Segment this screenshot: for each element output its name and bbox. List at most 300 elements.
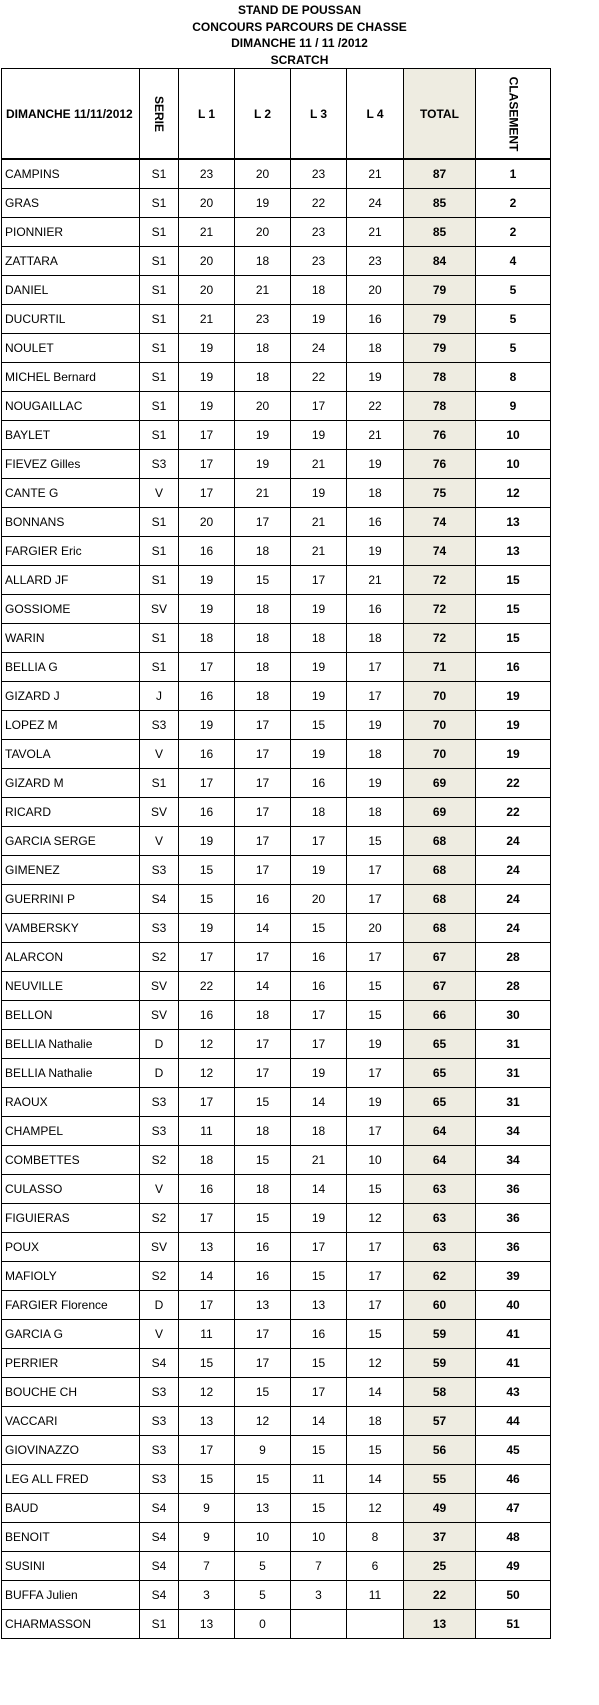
header-date: DIMANCHE 11 / 11 /2012 xyxy=(231,36,368,50)
cell-l1: 17 xyxy=(179,653,235,682)
cell-l4: 12 xyxy=(347,1204,404,1233)
cell-total: 64 xyxy=(404,1146,476,1175)
table-row xyxy=(2,624,551,653)
cell-name: PIONNIER xyxy=(2,218,140,247)
cell-rank: 4 xyxy=(476,247,551,276)
cell-name: GARCIA G xyxy=(2,1320,140,1349)
cell-serie: S3 xyxy=(140,1465,179,1494)
cell-total: 70 xyxy=(404,740,476,769)
cell-serie: S3 xyxy=(140,1436,179,1465)
cell-serie: SV xyxy=(140,595,179,624)
cell-name: WARIN xyxy=(2,624,140,653)
cell-l3: 20 xyxy=(291,885,347,914)
cell-name: NEUVILLE xyxy=(2,972,140,1001)
cell-l3: 21 xyxy=(291,1146,347,1175)
cell-l1: 23 xyxy=(179,159,235,189)
cell-serie: S3 xyxy=(140,856,179,885)
table-row xyxy=(2,1581,551,1610)
cell-l1: 17 xyxy=(179,769,235,798)
table-row xyxy=(2,450,551,479)
cell-l3 xyxy=(291,1610,347,1639)
cell-l3: 18 xyxy=(291,276,347,305)
cell-l4: 18 xyxy=(347,740,404,769)
cell-name: GOSSIOME xyxy=(2,595,140,624)
cell-total: 68 xyxy=(404,856,476,885)
cell-l2: 18 xyxy=(235,1001,291,1030)
cell-l4 xyxy=(347,1610,404,1639)
cell-total: 79 xyxy=(404,276,476,305)
cell-rank: 34 xyxy=(476,1146,551,1175)
header-venue: STAND DE POUSSAN xyxy=(237,3,362,17)
cell-l4: 17 xyxy=(347,682,404,711)
table-row xyxy=(2,305,551,334)
cell-l3: 15 xyxy=(291,1436,347,1465)
cell-l4: 19 xyxy=(347,450,404,479)
cell-name: CANTE G xyxy=(2,479,140,508)
cell-l1: 19 xyxy=(179,566,235,595)
cell-l1: 16 xyxy=(179,740,235,769)
cell-name: COMBETTES xyxy=(2,1146,140,1175)
cell-l3: 18 xyxy=(291,624,347,653)
cell-rank: 19 xyxy=(476,740,551,769)
cell-serie: SV xyxy=(140,798,179,827)
table-row xyxy=(2,1059,551,1088)
cell-l2: 10 xyxy=(235,1523,291,1552)
cell-l4: 15 xyxy=(347,1436,404,1465)
cell-name: FARGIER Eric xyxy=(2,537,140,566)
cell-total: 84 xyxy=(404,247,476,276)
cell-l2: 17 xyxy=(235,508,291,537)
cell-l3: 22 xyxy=(291,189,347,218)
cell-l2: 17 xyxy=(235,1059,291,1088)
cell-l3: 14 xyxy=(291,1088,347,1117)
cell-l3: 17 xyxy=(291,1378,347,1407)
table-row xyxy=(2,276,551,305)
cell-l1: 16 xyxy=(179,798,235,827)
cell-l4: 20 xyxy=(347,276,404,305)
table-row xyxy=(2,1320,551,1349)
cell-total: 75 xyxy=(404,479,476,508)
cell-l1: 21 xyxy=(179,305,235,334)
header-category: SCRATCH xyxy=(270,52,329,67)
cell-l1: 9 xyxy=(179,1523,235,1552)
cell-name: ALLARD JF xyxy=(2,566,140,595)
table-row xyxy=(2,1146,551,1175)
cell-l4: 21 xyxy=(347,218,404,247)
cell-total: 65 xyxy=(404,1088,476,1117)
cell-l4: 17 xyxy=(347,653,404,682)
cell-total: 76 xyxy=(404,450,476,479)
cell-l4: 19 xyxy=(347,363,404,392)
cell-l1: 17 xyxy=(179,479,235,508)
cell-l4: 18 xyxy=(347,334,404,363)
cell-l3: 15 xyxy=(291,1349,347,1378)
cell-l3: 16 xyxy=(291,1320,347,1349)
cell-rank: 1 xyxy=(476,159,551,189)
cell-total: 85 xyxy=(404,189,476,218)
cell-name: CHARMASSON xyxy=(2,1610,140,1639)
cell-serie: V xyxy=(140,1175,179,1204)
cell-l2: 13 xyxy=(235,1494,291,1523)
cell-serie: S1 xyxy=(140,624,179,653)
cell-serie: SV xyxy=(140,972,179,1001)
cell-l3: 19 xyxy=(291,595,347,624)
cell-l3: 13 xyxy=(291,1291,347,1320)
cell-l1: 17 xyxy=(179,1291,235,1320)
cell-rank: 13 xyxy=(476,537,551,566)
table-row xyxy=(2,943,551,972)
cell-serie: S4 xyxy=(140,1494,179,1523)
cell-l1: 21 xyxy=(179,218,235,247)
table-row xyxy=(2,856,551,885)
cell-l1: 3 xyxy=(179,1581,235,1610)
table-row xyxy=(2,972,551,1001)
cell-total: 87 xyxy=(404,159,476,189)
cell-l1: 12 xyxy=(179,1378,235,1407)
cell-name: BELLON xyxy=(2,1001,140,1030)
cell-name: DANIEL xyxy=(2,276,140,305)
table-row xyxy=(2,1233,551,1262)
cell-l2: 17 xyxy=(235,943,291,972)
cell-rank: 2 xyxy=(476,218,551,247)
cell-total: 65 xyxy=(404,1059,476,1088)
cell-name: VAMBERSKY xyxy=(2,914,140,943)
cell-serie: S1 xyxy=(140,334,179,363)
cell-name: RAOUX xyxy=(2,1088,140,1117)
cell-rank: 44 xyxy=(476,1407,551,1436)
cell-l3: 21 xyxy=(291,537,347,566)
cell-rank: 36 xyxy=(476,1233,551,1262)
cell-rank: 28 xyxy=(476,972,551,1001)
cell-name: BONNANS xyxy=(2,508,140,537)
cell-l4: 15 xyxy=(347,972,404,1001)
cell-l3: 14 xyxy=(291,1407,347,1436)
table-row xyxy=(2,189,551,218)
cell-total: 62 xyxy=(404,1262,476,1291)
cell-total: 37 xyxy=(404,1523,476,1552)
cell-l2: 20 xyxy=(235,218,291,247)
cell-l2: 15 xyxy=(235,1146,291,1175)
table-row xyxy=(2,363,551,392)
cell-l2: 21 xyxy=(235,479,291,508)
cell-name: GIMENEZ xyxy=(2,856,140,885)
report-header xyxy=(0,0,599,68)
cell-l2: 16 xyxy=(235,1233,291,1262)
cell-l3: 19 xyxy=(291,1059,347,1088)
cell-total: 59 xyxy=(404,1320,476,1349)
cell-name: CAMPINS xyxy=(2,159,140,189)
table-row xyxy=(2,1175,551,1204)
cell-l2: 18 xyxy=(235,653,291,682)
cell-l1: 20 xyxy=(179,247,235,276)
cell-serie: D xyxy=(140,1030,179,1059)
cell-total: 65 xyxy=(404,1030,476,1059)
cell-rank: 10 xyxy=(476,450,551,479)
cell-l3: 14 xyxy=(291,1175,347,1204)
table-row xyxy=(2,885,551,914)
cell-l4: 20 xyxy=(347,914,404,943)
cell-name: CULASSO xyxy=(2,1175,140,1204)
cell-name: LOPEZ M xyxy=(2,711,140,740)
cell-rank: 22 xyxy=(476,798,551,827)
cell-l4: 16 xyxy=(347,508,404,537)
table-row xyxy=(2,1262,551,1291)
cell-total: 25 xyxy=(404,1552,476,1581)
cell-l3: 16 xyxy=(291,943,347,972)
cell-total: 71 xyxy=(404,653,476,682)
cell-l4: 19 xyxy=(347,537,404,566)
col-header-classement-label: CLASEMENT xyxy=(506,76,521,151)
cell-l2: 18 xyxy=(235,595,291,624)
table-row xyxy=(2,711,551,740)
cell-l1: 17 xyxy=(179,1088,235,1117)
cell-name: FIGUIERAS xyxy=(2,1204,140,1233)
cell-l3: 19 xyxy=(291,682,347,711)
cell-l3: 7 xyxy=(291,1552,347,1581)
cell-rank: 36 xyxy=(476,1175,551,1204)
header-competition: CONCOURS PARCOURS DE CHASSE xyxy=(192,19,407,34)
cell-rank: 19 xyxy=(476,682,551,711)
cell-l1: 18 xyxy=(179,1146,235,1175)
table-row xyxy=(2,1407,551,1436)
table-row xyxy=(2,1001,551,1030)
cell-total: 70 xyxy=(404,711,476,740)
cell-total: 85 xyxy=(404,218,476,247)
table-row xyxy=(2,1552,551,1581)
cell-l2: 15 xyxy=(235,1204,291,1233)
cell-name: POUX xyxy=(2,1233,140,1262)
cell-serie: J xyxy=(140,682,179,711)
cell-l2: 9 xyxy=(235,1436,291,1465)
cell-l3: 17 xyxy=(291,392,347,421)
cell-serie: S3 xyxy=(140,1378,179,1407)
cell-total: 78 xyxy=(404,392,476,421)
cell-l3: 17 xyxy=(291,1001,347,1030)
cell-serie: S1 xyxy=(140,363,179,392)
cell-l4: 23 xyxy=(347,247,404,276)
cell-l1: 15 xyxy=(179,1465,235,1494)
cell-total: 72 xyxy=(404,595,476,624)
cell-l2: 18 xyxy=(235,334,291,363)
cell-l3: 19 xyxy=(291,740,347,769)
table-row xyxy=(2,798,551,827)
cell-total: 49 xyxy=(404,1494,476,1523)
cell-l1: 16 xyxy=(179,1001,235,1030)
cell-l2: 14 xyxy=(235,972,291,1001)
cell-serie: S4 xyxy=(140,1552,179,1581)
cell-l3: 11 xyxy=(291,1465,347,1494)
cell-l3: 15 xyxy=(291,1494,347,1523)
cell-l2: 16 xyxy=(235,885,291,914)
cell-total: 56 xyxy=(404,1436,476,1465)
cell-l1: 19 xyxy=(179,392,235,421)
cell-serie: S3 xyxy=(140,1088,179,1117)
cell-total: 66 xyxy=(404,1001,476,1030)
cell-l3: 16 xyxy=(291,972,347,1001)
cell-l3: 17 xyxy=(291,1030,347,1059)
cell-rank: 45 xyxy=(476,1436,551,1465)
cell-rank: 5 xyxy=(476,276,551,305)
cell-serie: S4 xyxy=(140,885,179,914)
cell-l4: 12 xyxy=(347,1349,404,1378)
table-row xyxy=(2,1523,551,1552)
cell-rank: 49 xyxy=(476,1552,551,1581)
cell-l1: 12 xyxy=(179,1059,235,1088)
cell-name: NOULET xyxy=(2,334,140,363)
cell-l2: 17 xyxy=(235,827,291,856)
cell-serie: S1 xyxy=(140,653,179,682)
cell-rank: 31 xyxy=(476,1030,551,1059)
table-row xyxy=(2,682,551,711)
cell-l3: 21 xyxy=(291,508,347,537)
cell-l3: 17 xyxy=(291,566,347,595)
cell-l4: 19 xyxy=(347,1030,404,1059)
cell-l3: 15 xyxy=(291,711,347,740)
cell-serie: S1 xyxy=(140,1610,179,1639)
cell-rank: 8 xyxy=(476,363,551,392)
cell-serie: V xyxy=(140,479,179,508)
table-row xyxy=(2,334,551,363)
table-row xyxy=(2,566,551,595)
cell-l1: 15 xyxy=(179,885,235,914)
cell-rank: 41 xyxy=(476,1320,551,1349)
cell-l4: 17 xyxy=(347,1117,404,1146)
table-row xyxy=(2,508,551,537)
cell-rank: 22 xyxy=(476,769,551,798)
table-row xyxy=(2,1030,551,1059)
table-row xyxy=(2,595,551,624)
cell-serie: S1 xyxy=(140,218,179,247)
cell-total: 72 xyxy=(404,624,476,653)
table-row xyxy=(2,1117,551,1146)
cell-serie: S3 xyxy=(140,711,179,740)
cell-l1: 22 xyxy=(179,972,235,1001)
cell-name: GUERRINI P xyxy=(2,885,140,914)
cell-l4: 21 xyxy=(347,159,404,189)
cell-name: VACCARI xyxy=(2,1407,140,1436)
cell-l4: 12 xyxy=(347,1494,404,1523)
cell-total: 67 xyxy=(404,943,476,972)
cell-l4: 18 xyxy=(347,798,404,827)
cell-l3: 21 xyxy=(291,450,347,479)
cell-l1: 13 xyxy=(179,1233,235,1262)
cell-l4: 16 xyxy=(347,305,404,334)
cell-l2: 17 xyxy=(235,769,291,798)
cell-rank: 43 xyxy=(476,1378,551,1407)
cell-total: 67 xyxy=(404,972,476,1001)
cell-l4: 17 xyxy=(347,1262,404,1291)
cell-l1: 19 xyxy=(179,827,235,856)
cell-l2: 17 xyxy=(235,1320,291,1349)
cell-rank: 15 xyxy=(476,595,551,624)
table-body xyxy=(2,159,551,1639)
cell-l1: 19 xyxy=(179,595,235,624)
cell-l4: 15 xyxy=(347,1320,404,1349)
cell-total: 63 xyxy=(404,1233,476,1262)
table-row xyxy=(2,421,551,450)
cell-l3: 16 xyxy=(291,769,347,798)
cell-rank: 46 xyxy=(476,1465,551,1494)
cell-serie: S1 xyxy=(140,305,179,334)
cell-rank: 31 xyxy=(476,1059,551,1088)
cell-serie: S1 xyxy=(140,189,179,218)
cell-l3: 19 xyxy=(291,479,347,508)
cell-l4: 10 xyxy=(347,1146,404,1175)
cell-l2: 18 xyxy=(235,537,291,566)
cell-l1: 16 xyxy=(179,682,235,711)
cell-rank: 9 xyxy=(476,392,551,421)
cell-name: SUSINI xyxy=(2,1552,140,1581)
cell-serie: D xyxy=(140,1059,179,1088)
cell-total: 79 xyxy=(404,305,476,334)
cell-l3: 18 xyxy=(291,1117,347,1146)
cell-rank: 5 xyxy=(476,305,551,334)
cell-serie: S2 xyxy=(140,1262,179,1291)
cell-l3: 24 xyxy=(291,334,347,363)
table-row xyxy=(2,827,551,856)
cell-l2: 17 xyxy=(235,711,291,740)
col-header-l2: L 2 xyxy=(235,69,291,160)
cell-rank: 47 xyxy=(476,1494,551,1523)
cell-l3: 15 xyxy=(291,914,347,943)
cell-total: 72 xyxy=(404,566,476,595)
cell-l1: 19 xyxy=(179,914,235,943)
cell-name: BAUD xyxy=(2,1494,140,1523)
cell-l3: 3 xyxy=(291,1581,347,1610)
cell-serie: S1 xyxy=(140,566,179,595)
cell-serie: S2 xyxy=(140,1146,179,1175)
cell-l4: 21 xyxy=(347,421,404,450)
cell-name: GIZARD J xyxy=(2,682,140,711)
cell-total: 78 xyxy=(404,363,476,392)
cell-name: TAVOLA xyxy=(2,740,140,769)
cell-serie: S1 xyxy=(140,392,179,421)
table-row xyxy=(2,1465,551,1494)
cell-rank: 12 xyxy=(476,479,551,508)
cell-l3: 19 xyxy=(291,856,347,885)
cell-l1: 17 xyxy=(179,1436,235,1465)
cell-l1: 15 xyxy=(179,1349,235,1378)
cell-l3: 19 xyxy=(291,305,347,334)
cell-l1: 20 xyxy=(179,276,235,305)
cell-l2: 17 xyxy=(235,1349,291,1378)
table-row xyxy=(2,1291,551,1320)
cell-l2: 15 xyxy=(235,566,291,595)
cell-l1: 9 xyxy=(179,1494,235,1523)
cell-name: BOUCHE CH xyxy=(2,1378,140,1407)
cell-l3: 10 xyxy=(291,1523,347,1552)
cell-l1: 16 xyxy=(179,537,235,566)
cell-total: 70 xyxy=(404,682,476,711)
cell-rank: 48 xyxy=(476,1523,551,1552)
table-row xyxy=(2,740,551,769)
table-row xyxy=(2,914,551,943)
cell-l4: 17 xyxy=(347,943,404,972)
cell-l4: 17 xyxy=(347,856,404,885)
cell-l4: 17 xyxy=(347,1059,404,1088)
cell-l4: 15 xyxy=(347,1175,404,1204)
cell-serie: S4 xyxy=(140,1523,179,1552)
cell-l1: 19 xyxy=(179,363,235,392)
cell-l3: 19 xyxy=(291,1204,347,1233)
col-header-total: TOTAL xyxy=(404,69,476,160)
cell-l2: 17 xyxy=(235,740,291,769)
cell-l2: 18 xyxy=(235,624,291,653)
table-row xyxy=(2,1204,551,1233)
cell-l3: 15 xyxy=(291,1262,347,1291)
cell-l1: 11 xyxy=(179,1117,235,1146)
cell-l2: 16 xyxy=(235,1262,291,1291)
